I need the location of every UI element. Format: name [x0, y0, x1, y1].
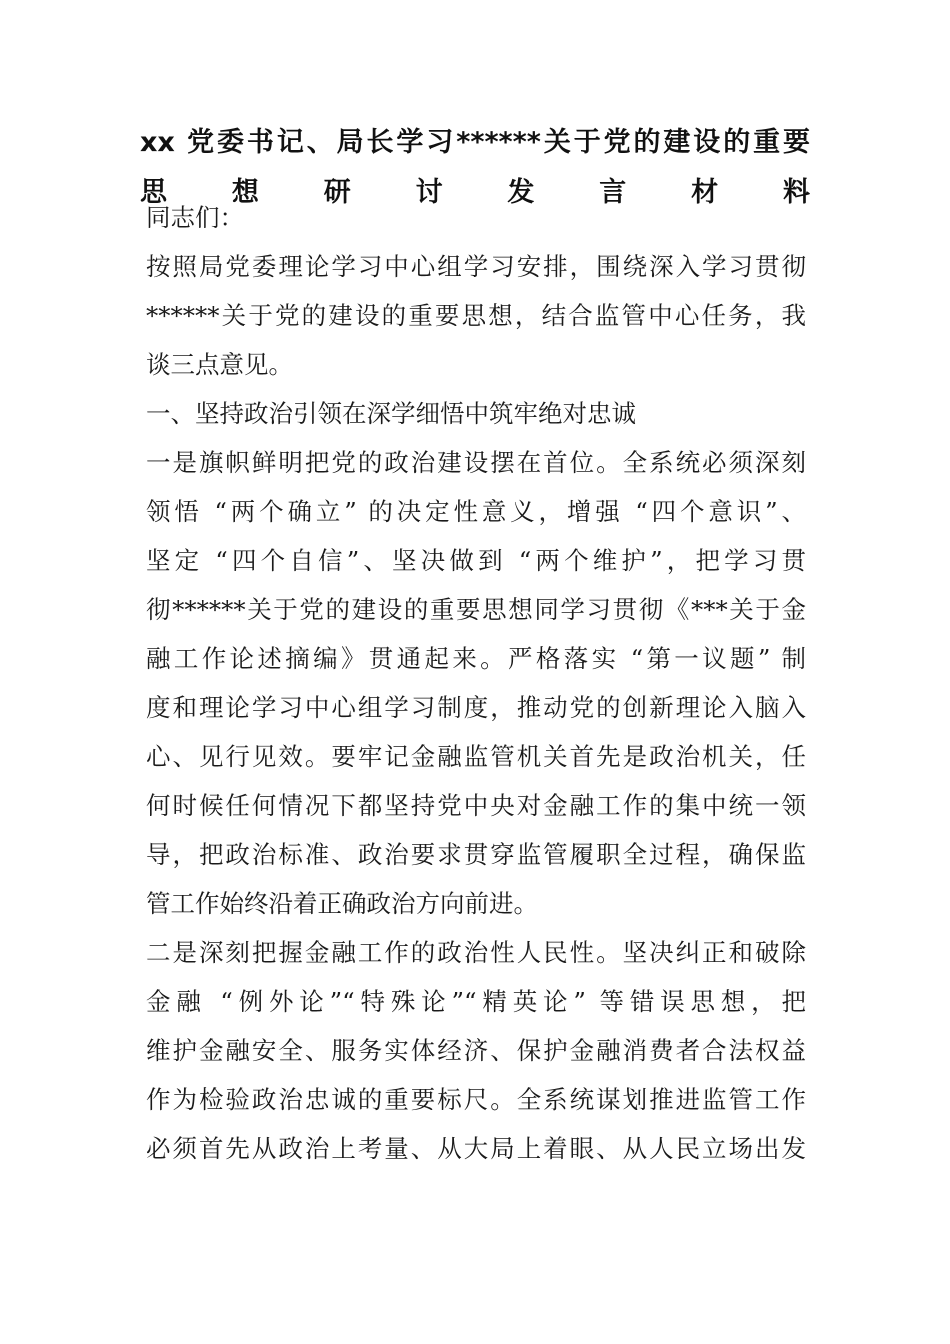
body-line: 按照局党委理论学习中心组学习安排，围绕深入学习贯彻: [146, 252, 806, 281]
body-line: 谈三点意见。: [146, 350, 293, 379]
document-body: [146, 193, 806, 1173]
body-line: 金融 “例外论”“特殊论”“精英论” 等错误思想，把: [146, 987, 806, 1016]
body-line: 同志们：: [146, 203, 244, 232]
title-line-2: 思想研讨发言材料: [140, 177, 810, 208]
body-line: 彻******关于党的建设的重要思想同学习贯彻《***关于金: [146, 595, 806, 624]
body-line: 度和理论学习中心组学习制度，推动党的创新理论入脑入: [146, 693, 806, 722]
body-line: 领悟 “两个确立” 的决定性意义，增强 “四个意识”、: [146, 497, 806, 526]
body-line: 导，把政治标准、政治要求贯穿监管履职全过程，确保监: [146, 840, 806, 869]
body-line: 维护金融安全、服务实体经济、保护金融消费者合法权益: [146, 1036, 806, 1065]
title-line-1: xx 党委书记、局长学习******关于党的建设的重要: [140, 127, 810, 158]
body-line: 二是深刻把握金融工作的政治性人民性。坚决纠正和破除: [146, 938, 806, 967]
body-line: 必须首先从政治上考量、从大局上着眼、从人民立场出发: [146, 1134, 806, 1163]
body-line: 心、见行见效。要牢记金融监管机关首先是政治机关，任: [146, 742, 806, 771]
body-line: 一、坚持政治引领在深学细悟中筑牢绝对忠诚: [146, 399, 636, 428]
body-line: 作为检验政治忠诚的重要标尺。全系统谋划推进监管工作: [146, 1085, 806, 1114]
body-line: 一是旗帜鲜明把党的政治建设摆在首位。全系统必须深刻: [146, 448, 806, 477]
body-line: 融工作论述摘编》贯通起来。严格落实 “第一议题” 制: [146, 644, 806, 673]
body-line: 何时候任何情况下都坚持党中央对金融工作的集中统一领: [146, 791, 806, 820]
body-line: 坚定 “四个自信”、坚决做到 “两个维护”，把学习贯: [146, 546, 806, 575]
body-line: ******关于党的建设的重要思想，结合监管中心任务，我: [146, 301, 806, 330]
body-line: 管工作始终沿着正确政治方向前进。: [146, 889, 538, 918]
